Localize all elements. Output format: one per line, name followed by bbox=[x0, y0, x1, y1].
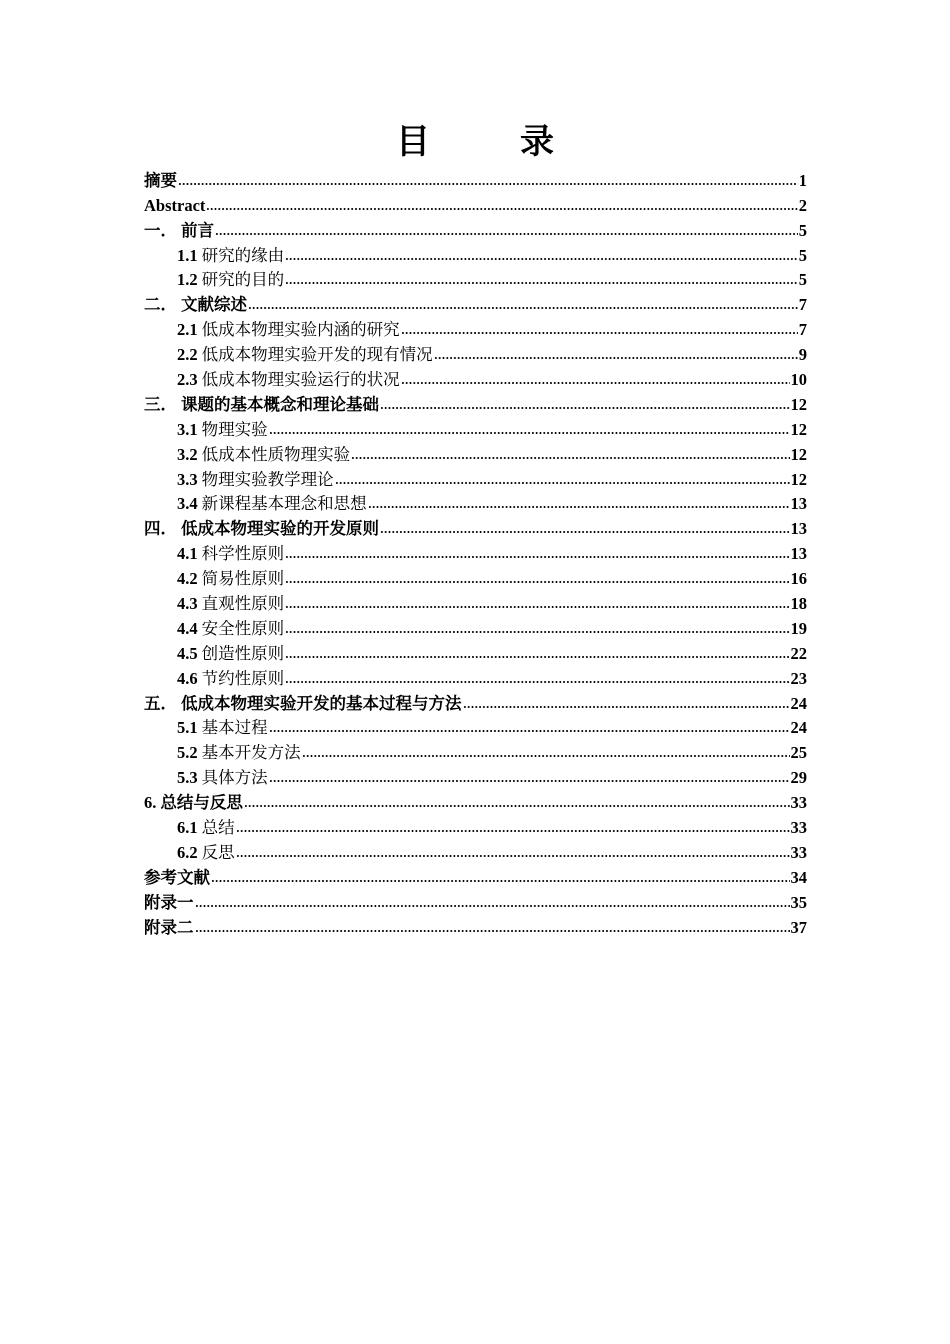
toc-entry-title: 摘要 bbox=[144, 170, 177, 190]
toc-entry-page-number: 16 bbox=[790, 569, 807, 589]
toc-entry-page-number: 34 bbox=[790, 867, 807, 887]
toc-entry[interactable] bbox=[144, 739, 807, 764]
toc-entry-number: 4.3 bbox=[177, 594, 198, 614]
toc-entry[interactable] bbox=[144, 565, 807, 590]
toc-entry-title: 文献综述 bbox=[181, 295, 247, 315]
toc-entry-page-number: 13 bbox=[790, 544, 807, 564]
toc-entry[interactable] bbox=[144, 715, 807, 740]
toc-entry-page-number: 5 bbox=[798, 245, 807, 265]
dot-leader bbox=[285, 629, 789, 635]
toc-entry-label bbox=[144, 394, 379, 416]
toc-entry-title: 反思 bbox=[201, 842, 235, 862]
toc-entry-page-number: 24 bbox=[790, 693, 807, 713]
toc-entry-number: 二． bbox=[144, 295, 177, 315]
toc-entry[interactable] bbox=[144, 242, 807, 267]
toc-entry-label bbox=[177, 469, 334, 491]
toc-entry-label bbox=[177, 842, 235, 864]
dot-leader bbox=[269, 728, 790, 734]
toc-entry-label bbox=[177, 817, 235, 839]
toc-entry-page-number: 5 bbox=[798, 220, 807, 240]
toc-entry[interactable] bbox=[144, 316, 807, 341]
toc-entry-title: 安全性原则 bbox=[201, 618, 285, 638]
toc-entry[interactable] bbox=[144, 640, 807, 665]
toc-entry[interactable] bbox=[144, 491, 807, 516]
toc-entry-page-number: 33 bbox=[790, 793, 807, 813]
toc-entry[interactable] bbox=[144, 764, 807, 789]
toc-entry-title: 简易性原则 bbox=[201, 569, 285, 589]
toc-entry-page-number: 23 bbox=[790, 668, 807, 688]
dot-leader bbox=[244, 803, 790, 809]
toc-entry-page-number: 29 bbox=[790, 768, 807, 788]
dot-leader bbox=[215, 231, 798, 237]
toc-entry-label bbox=[177, 344, 433, 366]
toc-entry-page-number: 1 bbox=[798, 170, 807, 190]
dot-leader bbox=[248, 305, 798, 311]
toc-entry[interactable] bbox=[144, 914, 807, 939]
toc-entry[interactable] bbox=[144, 291, 807, 316]
toc-entry-label bbox=[144, 867, 210, 889]
toc-entry-label bbox=[177, 319, 400, 341]
toc-entry-label bbox=[177, 643, 284, 665]
toc-entry-number: 4.4 bbox=[177, 618, 198, 638]
toc-entry-label bbox=[144, 294, 247, 316]
toc-entry-title: 科学性原则 bbox=[201, 544, 285, 564]
toc-entry-page-number: 10 bbox=[790, 370, 807, 390]
toc-entry-number: 3.4 bbox=[177, 494, 198, 514]
toc-entry-number: 四． bbox=[144, 519, 177, 539]
toc-entry-title: 总结与反思 bbox=[160, 793, 243, 813]
dot-leader bbox=[285, 256, 798, 262]
toc-entry-title: 具体方法 bbox=[201, 768, 268, 788]
toc-entry-label bbox=[144, 917, 194, 939]
toc-entry[interactable] bbox=[144, 615, 807, 640]
toc-entry-label bbox=[144, 195, 205, 217]
toc-entry-title: 课题的基本概念和理论基础 bbox=[181, 394, 379, 414]
toc-entry-title: 基本过程 bbox=[201, 718, 268, 738]
dot-leader bbox=[285, 604, 789, 610]
dot-leader bbox=[463, 704, 790, 710]
toc-entry-page-number: 33 bbox=[790, 842, 807, 862]
toc-entry-label bbox=[144, 220, 214, 242]
toc-entry-title: 节约性原则 bbox=[201, 668, 285, 688]
toc-entry[interactable] bbox=[144, 391, 807, 416]
dot-leader bbox=[380, 405, 790, 411]
dot-leader bbox=[380, 529, 790, 535]
toc-entry-number: 2.1 bbox=[177, 320, 198, 340]
toc-entry-number: 2.3 bbox=[177, 370, 198, 390]
dot-leader bbox=[195, 928, 790, 934]
toc-entry-page-number: 12 bbox=[790, 444, 807, 464]
toc-entry-label bbox=[177, 543, 284, 565]
dot-leader bbox=[285, 579, 789, 585]
dot-leader bbox=[195, 903, 790, 909]
toc-entry-page-number: 25 bbox=[790, 743, 807, 763]
toc-entry-number: 4.1 bbox=[177, 544, 198, 564]
toc-entry-title: 前言 bbox=[181, 220, 214, 240]
dot-leader bbox=[285, 554, 789, 560]
toc-entry-page-number: 7 bbox=[798, 295, 807, 315]
table-of-contents bbox=[144, 167, 807, 939]
toc-entry[interactable] bbox=[144, 690, 807, 715]
toc-entry[interactable] bbox=[144, 540, 807, 565]
toc-entry-number: 4.5 bbox=[177, 643, 198, 663]
toc-entry-label bbox=[177, 245, 284, 267]
toc-entry-page-number: 12 bbox=[790, 394, 807, 414]
dot-leader bbox=[285, 654, 789, 660]
toc-entry-number: 1.1 bbox=[177, 245, 198, 265]
toc-entry-label bbox=[177, 717, 268, 739]
toc-entry-number: 三． bbox=[144, 394, 177, 414]
toc-entry-label bbox=[177, 419, 268, 441]
toc-entry-page-number: 37 bbox=[790, 917, 807, 937]
toc-entry-page-number: 7 bbox=[798, 320, 807, 340]
toc-entry-title: 附录一 bbox=[144, 892, 194, 912]
toc-entry-title: 低成本物理实验开发的现有情况 bbox=[201, 345, 433, 365]
toc-entry-label bbox=[144, 892, 194, 914]
toc-entry-page-number: 19 bbox=[790, 618, 807, 638]
toc-entry-label bbox=[177, 767, 268, 789]
dot-leader bbox=[302, 753, 790, 759]
toc-entry-number: 5.3 bbox=[177, 768, 198, 788]
toc-entry[interactable] bbox=[144, 366, 807, 391]
toc-entry-title: 低成本物理实验的开发原则 bbox=[181, 519, 379, 539]
dot-leader bbox=[434, 355, 798, 361]
dot-leader bbox=[236, 853, 790, 859]
toc-entry-label bbox=[177, 269, 284, 291]
toc-entry-number: 3.1 bbox=[177, 419, 198, 439]
dot-leader bbox=[178, 181, 798, 187]
toc-entry-page-number: 2 bbox=[798, 195, 807, 215]
toc-entry-title: 基本开发方法 bbox=[201, 743, 301, 763]
toc-entry-number: 4.6 bbox=[177, 668, 198, 688]
toc-entry-label bbox=[177, 369, 400, 391]
toc-entry[interactable] bbox=[144, 515, 807, 540]
toc-entry-title: 研究的目的 bbox=[201, 270, 285, 290]
toc-entry-title: 低成本性质物理实验 bbox=[201, 444, 351, 464]
toc-entry[interactable] bbox=[144, 192, 807, 217]
toc-entry-title: 新课程基本理念和思想 bbox=[201, 494, 367, 514]
dot-leader bbox=[269, 430, 790, 436]
toc-entry-page-number: 12 bbox=[790, 419, 807, 439]
toc-entry[interactable] bbox=[144, 217, 807, 242]
toc-entry[interactable] bbox=[144, 267, 807, 292]
toc-entry-number: 2.2 bbox=[177, 345, 198, 365]
toc-entry-page-number: 5 bbox=[798, 270, 807, 290]
toc-entry-label bbox=[144, 518, 379, 540]
dot-leader bbox=[351, 455, 789, 461]
toc-entry-page-number: 24 bbox=[790, 718, 807, 738]
toc-entry-number: 3.3 bbox=[177, 469, 198, 489]
toc-entry-page-number: 13 bbox=[790, 494, 807, 514]
toc-entry-number: 6. bbox=[144, 793, 157, 813]
toc-entry-title: 物理实验教学理论 bbox=[201, 469, 334, 489]
toc-entry-label bbox=[177, 668, 284, 690]
toc-entry-title: 物理实验 bbox=[201, 419, 268, 439]
dot-leader bbox=[236, 828, 790, 834]
toc-entry-number: 6.1 bbox=[177, 818, 198, 838]
toc-entry[interactable] bbox=[144, 864, 807, 889]
toc-entry[interactable] bbox=[144, 341, 807, 366]
toc-entry-title: 研究的缘由 bbox=[201, 245, 285, 265]
toc-entry-page-number: 33 bbox=[790, 818, 807, 838]
toc-entry-number: 5.2 bbox=[177, 743, 198, 763]
toc-entry-page-number: 12 bbox=[790, 469, 807, 489]
toc-entry-label bbox=[144, 170, 177, 192]
toc-entry-number: 一． bbox=[144, 220, 177, 240]
toc-entry-page-number: 22 bbox=[790, 643, 807, 663]
toc-entry[interactable] bbox=[144, 466, 807, 491]
toc-entry-page-number: 9 bbox=[798, 345, 807, 365]
toc-entry-title: 创造性原则 bbox=[201, 643, 285, 663]
toc-entry-title: 总结 bbox=[201, 818, 235, 838]
toc-entry-number: 4.2 bbox=[177, 569, 198, 589]
toc-entry-title: 附录二 bbox=[144, 917, 194, 937]
toc-entry-label bbox=[177, 568, 284, 590]
page-title: 目 录 bbox=[396, 122, 582, 162]
toc-entry[interactable] bbox=[144, 590, 807, 615]
toc-entry-title: 直观性原则 bbox=[201, 594, 285, 614]
toc-entry-number: 3.2 bbox=[177, 444, 198, 464]
dot-leader bbox=[269, 778, 790, 784]
toc-entry[interactable] bbox=[144, 889, 807, 914]
toc-entry-page-number: 18 bbox=[790, 594, 807, 614]
toc-entry[interactable] bbox=[144, 167, 807, 192]
toc-entry[interactable] bbox=[144, 416, 807, 441]
toc-entry-label bbox=[177, 742, 301, 764]
toc-entry[interactable] bbox=[144, 789, 807, 814]
dot-leader bbox=[285, 679, 789, 685]
dot-leader bbox=[206, 206, 797, 212]
dot-leader bbox=[401, 380, 790, 386]
toc-entry-number: 6.2 bbox=[177, 842, 198, 862]
toc-entry-title: 参考文献 bbox=[144, 867, 210, 887]
toc-entry-page-number: 13 bbox=[790, 519, 807, 539]
toc-entry[interactable] bbox=[144, 665, 807, 690]
toc-entry-label bbox=[177, 618, 284, 640]
toc-entry-label bbox=[177, 493, 367, 515]
dot-leader bbox=[285, 280, 798, 286]
toc-entry-label bbox=[144, 693, 462, 715]
toc-entry-label bbox=[177, 593, 284, 615]
toc-entry-number: 5.1 bbox=[177, 718, 198, 738]
toc-entry-page-number: 35 bbox=[790, 892, 807, 912]
toc-entry[interactable] bbox=[144, 814, 807, 839]
toc-entry[interactable] bbox=[144, 839, 807, 864]
toc-entry[interactable] bbox=[144, 441, 807, 466]
dot-leader bbox=[211, 878, 790, 884]
toc-entry-number: 1.2 bbox=[177, 270, 198, 290]
toc-entry-title: 低成本物理实验运行的状况 bbox=[201, 370, 400, 390]
toc-entry-title: Abstract bbox=[144, 195, 206, 215]
dot-leader bbox=[401, 330, 798, 336]
toc-entry-title: 低成本物理实验内涵的研究 bbox=[201, 320, 400, 340]
toc-entry-label bbox=[177, 444, 350, 466]
dot-leader bbox=[335, 480, 790, 486]
toc-entry-title: 低成本物理实验开发的基本过程与方法 bbox=[181, 693, 462, 713]
toc-entry-number: 五． bbox=[144, 693, 177, 713]
dot-leader bbox=[368, 504, 790, 510]
toc-entry-label bbox=[144, 792, 243, 814]
